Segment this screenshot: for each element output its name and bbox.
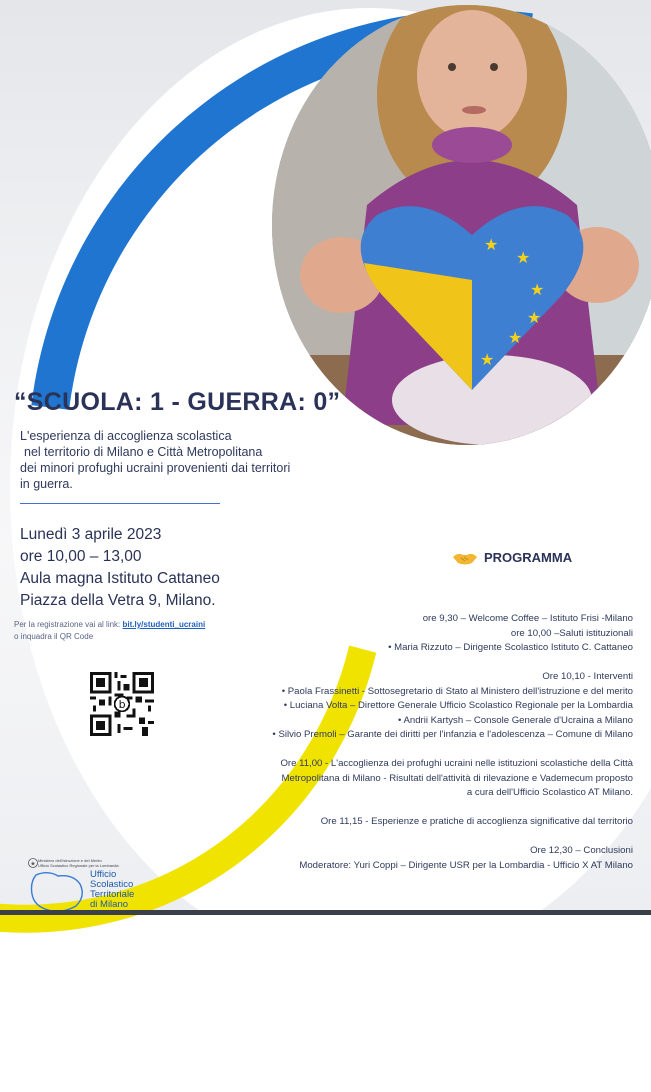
logo-name-line: Territoriale: [90, 889, 135, 900]
event-address: Piazza della Vetra 9, Milano.: [20, 592, 216, 609]
svg-text:★: ★: [480, 350, 495, 369]
logo-ministry-text: [38, 858, 138, 868]
schedule-line: • Silvio Premoli – Garante dei diritti per l'infanzia e l'adolescenza – Comune di Milano: [272, 729, 633, 740]
registration-info: [14, 619, 205, 643]
bottom-bar: [0, 910, 651, 915]
logo-office: Ufficio Scolastico Regionale per la Lombardia: [38, 863, 119, 868]
schedule-block: [193, 815, 633, 830]
republic-emblem-icon: [28, 858, 38, 868]
schedule-block: [193, 757, 633, 801]
schedule-line: • Luciana Volta – Direttore Generale Ufficio Scolastico Regionale per la Lombardia: [283, 700, 633, 711]
subtitle-line: dei minori profughi ucraini provenienti dai territori: [20, 461, 291, 475]
schedule-line: • Maria Rizzuto – Dirigente Scolastico Istituto C. Cattaneo: [388, 642, 633, 653]
event-date: Lunedì 3 aprile 2023: [20, 526, 162, 543]
divider: [20, 503, 220, 504]
svg-text:★: ★: [516, 248, 531, 267]
logo-name: [90, 870, 134, 910]
schedule-line: Ore 11,00 - L'accoglienza dei profughi ucraini nelle istituzioni scolastiche della Città: [280, 758, 633, 769]
schedule-line: Metropolitana di Milano - Risultati dell'attività di rilevazione e Vademecum proposto: [281, 772, 633, 784]
schedule: [193, 612, 633, 888]
svg-text:★: ★: [508, 328, 523, 347]
registration-qr-text: o inquadra il QR Code: [14, 632, 94, 641]
logo-name-line: di Milano: [90, 899, 129, 910]
milano-map-icon: [28, 870, 88, 915]
event-details: [20, 524, 220, 612]
svg-text:★: ★: [30, 860, 36, 868]
programma-header: [452, 550, 572, 565]
schedule-line: • Paola Frassinetti - Sottosegretario di Stato al Ministero dell'istruzione e del merito: [281, 685, 633, 697]
subtitle-line: nel territorio di Milano e Città Metropolitana: [24, 445, 263, 459]
schedule-line: ore 9,30 – Welcome Coffee – Istituto Frisi -Milano: [422, 613, 633, 624]
schedule-line: a cura dell'Ufficio Scolastico AT Milano.: [466, 787, 633, 798]
schedule-line: Moderatore: Yuri Coppi – Dirigente USR per la Lombardia - Ufficio X AT Milano: [299, 859, 633, 871]
svg-text:★: ★: [527, 308, 542, 327]
logo-ministry: Ministero dell'Istruzione e del Merito: [38, 858, 102, 863]
ust-milano-logo: [28, 858, 168, 915]
programma-label: PROGRAMMA: [484, 550, 573, 565]
svg-text:b: b: [118, 697, 126, 711]
registration-prefix: Per la registrazione vai al link:: [14, 620, 123, 629]
schedule-line: Ore 11,15 - Esperienze e pratiche di accoglienza significative dal territorio: [320, 816, 633, 827]
logo-name-line: Scolastico: [90, 879, 134, 890]
svg-text:★: ★: [484, 235, 499, 254]
schedule-line: Ore 12,30 – Conclusioni: [530, 845, 633, 856]
subtitle-line: in guerra.: [20, 477, 73, 491]
subtitle-line: L'esperienza di accoglienza scolastica: [20, 429, 232, 443]
registration-link[interactable]: bit.ly/studenti_ucraini: [122, 620, 206, 629]
schedule-block: [193, 612, 633, 656]
svg-text:★: ★: [530, 280, 545, 299]
schedule-block: [193, 844, 633, 873]
logo-name-line: Ufficio: [90, 869, 117, 880]
qr-code[interactable]: [90, 672, 154, 736]
event-time: ore 10,00 – 13,00: [20, 548, 142, 565]
child-heart-photo: [272, 5, 651, 445]
schedule-block: [193, 670, 633, 743]
event-subtitle: [20, 428, 350, 492]
schedule-line: • Andrii Kartysh – Console Generale d'Ucraina a Milano: [397, 714, 633, 726]
event-venue: Aula magna Istituto Cattaneo: [20, 570, 220, 587]
event-title: “SCUOLA: 1 - GUERRA: 0”: [14, 388, 341, 416]
schedule-line: Ore 10,10 - Interventi: [542, 671, 633, 682]
handshake-icon: [452, 551, 478, 565]
schedule-line: ore 10,00 –Saluti istituzionali: [510, 627, 633, 639]
